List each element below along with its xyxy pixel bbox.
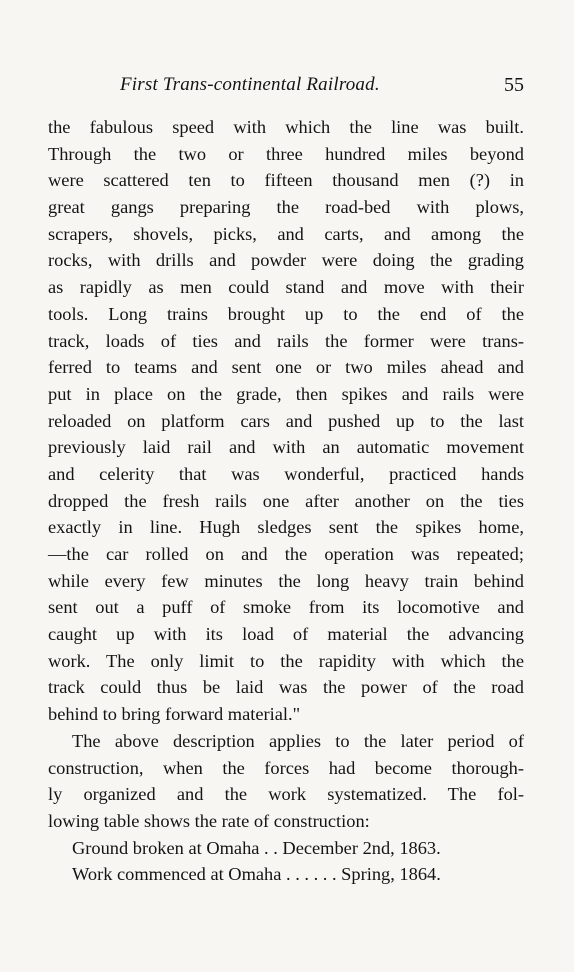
text-line: sent out a puff of smoke from its locomotive and bbox=[48, 597, 524, 618]
text-line: great gangs preparing the road-bed with plows, bbox=[48, 197, 524, 218]
text-line: rocks, with drills and powder were doing the grading bbox=[48, 250, 524, 271]
text-line: caught up with its load of material the advancing bbox=[48, 624, 524, 645]
text-line: ly organized and the work systematized. The fol- bbox=[48, 784, 524, 805]
text-line: ferred to teams and sent one or two miles ahead and bbox=[48, 357, 524, 378]
text-line: scrapers, shovels, picks, and carts, and among the bbox=[48, 223, 524, 244]
text-line: as rapidly as men could stand and move with their bbox=[48, 277, 524, 298]
text-line: tools. Long trains brought up to the end of the bbox=[48, 303, 524, 324]
text-line: track, loads of ties and rails the former were trans- bbox=[48, 330, 524, 351]
text-line: previously laid rail and with an automatic movement bbox=[48, 437, 524, 458]
text-line: Through the two or three hundred miles beyond bbox=[48, 143, 524, 164]
text-line: the fabulous speed with which the line was built. bbox=[48, 117, 524, 137]
text-line: reloaded on platform cars and pushed up to the last bbox=[48, 410, 524, 431]
text-line: lowing table shows the rate of construction: bbox=[48, 810, 370, 831]
page-number: 55 bbox=[504, 74, 524, 96]
text-line: exactly in line. Hugh sledges sent the spikes home, bbox=[48, 517, 524, 538]
text-line: dropped the fresh rails one after another on the ties bbox=[48, 490, 524, 511]
table-row: Work commenced at Omaha . . . . . . Spring, 1864. bbox=[72, 864, 441, 885]
text-line: work. The only limit to the rapidity with which the bbox=[48, 650, 524, 671]
text-line: behind to bring forward material." bbox=[48, 704, 301, 725]
text-line: —the car rolled on and the operation was repeated; bbox=[48, 544, 524, 564]
construction-table bbox=[48, 835, 524, 888]
text-line: were scattered ten to fifteen thousand men (?) in bbox=[48, 170, 524, 191]
table-row: Ground broken at Omaha . . December 2nd, 1863. bbox=[72, 837, 441, 858]
body-text bbox=[48, 114, 524, 888]
text-line: and celerity that was wonderful, practiced hands bbox=[48, 463, 524, 484]
text-line: construction, when the forces had become thorough- bbox=[48, 757, 524, 778]
running-head bbox=[48, 74, 524, 102]
running-title: First Trans-continental Railroad. bbox=[120, 74, 380, 95]
paragraph-2 bbox=[48, 728, 524, 835]
text-line: while every few minutes the long heavy train behind bbox=[48, 570, 524, 591]
text-line: track could thus be laid was the power of the road bbox=[48, 677, 524, 698]
paragraph-1 bbox=[48, 114, 524, 728]
text-line: put in place on the grade, then spikes and rails were bbox=[48, 383, 524, 404]
text-line: The above description applies to the later period of bbox=[72, 730, 524, 751]
